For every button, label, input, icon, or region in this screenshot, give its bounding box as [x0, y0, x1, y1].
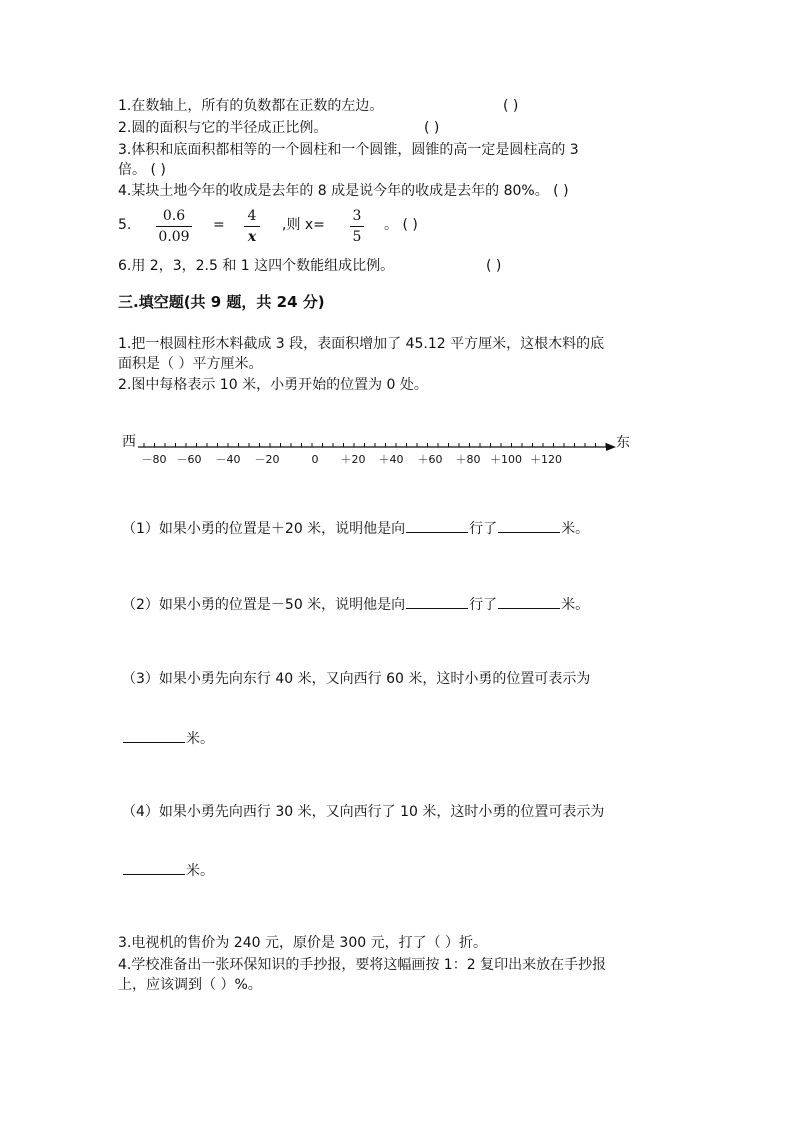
- arrow-right-icon: [606, 443, 616, 451]
- number-line-tick-label: ＋20: [340, 453, 366, 466]
- fill-sub2-mid: 行了: [469, 597, 498, 613]
- judge-q6-answer-paren[interactable]: ( ): [486, 258, 502, 274]
- number-line: [138, 436, 618, 468]
- number-line-tick-label: ＋60: [417, 453, 443, 466]
- judge-q5-fraction-1: [156, 207, 192, 246]
- fill-q4-line2: 上，应该调到（ ）%。: [118, 977, 262, 993]
- fill-sub4-end: 米。: [186, 863, 214, 879]
- number-line-tick-label: －20: [254, 453, 280, 466]
- answer-blank[interactable]: [498, 594, 560, 609]
- fill-q1-line2: 面积是（ ）平方厘米。: [118, 356, 263, 372]
- answer-blank[interactable]: [406, 518, 468, 533]
- fraction-bar: [350, 226, 364, 227]
- fill-q4-line1: 4.学校准备出一张环保知识的手抄报，要将这幅画按 1：2 复印出来放在手抄报: [118, 957, 607, 973]
- fill-sub4-text: （4）如果小勇先向西行 30 米，又向西行了 10 米，这时小勇的位置可表示为: [122, 804, 605, 820]
- number-line-west-label: 西: [122, 434, 136, 450]
- answer-blank[interactable]: [123, 728, 185, 743]
- judge-q5-equals: =: [213, 217, 225, 233]
- fill-q2-text: 2.图中每格表示 10 米，小勇开始的位置为 0 处。: [118, 377, 428, 393]
- fill-sub4-answer: [122, 860, 214, 881]
- fill-sub2-text: （2）如果小勇的位置是－50 米，说明他是向: [122, 597, 406, 613]
- number-line-ticks: [144, 443, 606, 447]
- number-line-tick-labels: [142, 453, 563, 466]
- number-line-tick-label: ＋40: [378, 453, 404, 466]
- number-line-tick-label: ＋120: [530, 453, 562, 466]
- answer-blank[interactable]: [498, 518, 560, 533]
- number-line-tick-label: －80: [141, 453, 167, 466]
- judge-q2-text: 2.圆的面积与它的半径成正比例。: [118, 120, 328, 136]
- fill-sub3-answer: [122, 728, 214, 749]
- fraction-denominator: 0.09: [158, 229, 190, 245]
- number-line-tick-label: －60: [176, 453, 202, 466]
- fraction-denominator: 5: [352, 229, 362, 245]
- judge-q5-label: 5.: [118, 217, 132, 233]
- fraction-bar: [156, 226, 192, 227]
- judge-q6-text: 6.用 2，3，2.5 和 1 这四个数能组成比例。: [118, 258, 395, 274]
- judge-q4-text: 4.某块土地今年的收成是去年的 8 成是说今年的收成是去年的 80%。 ( ): [118, 183, 569, 199]
- judge-q5-then: ,则 x=: [282, 217, 325, 233]
- judge-q3-line1: 3.体积和底面积都相等的一个圆柱和一个圆锥，圆锥的高一定是圆柱高的 3: [118, 142, 579, 158]
- fill-sub3-text: （3）如果小勇先向东行 40 米，又向西行 60 米，这时小勇的位置可表示为: [122, 671, 591, 687]
- judge-q2-answer-paren[interactable]: ( ): [424, 120, 440, 136]
- number-line-tick-label: ＋100: [490, 453, 522, 466]
- section-title: 三.填空题(共 9 题，共 24 分): [118, 293, 325, 311]
- fill-sub2-end: 米。: [561, 597, 590, 613]
- fill-sub1-mid: 行了: [469, 521, 498, 537]
- fill-q3-text: 3.电视机的售价为 240 元，原价是 300 元，打了（ ）折。: [118, 935, 488, 951]
- fill-sub3-end: 米。: [186, 731, 214, 747]
- fill-q1-line1: 1.把一根圆柱形木料截成 3 段，表面积增加了 45.12 平方厘米，这根木料的底: [118, 336, 605, 352]
- number-line-east-label: 东: [616, 435, 630, 451]
- judge-q3-line2: 倍。 ( ): [118, 162, 166, 178]
- fraction-bar: [244, 226, 260, 227]
- judge-q1-text: 1.在数轴上，所有的负数都在正数的左边。: [118, 98, 384, 114]
- judge-q5-fraction-2: [244, 207, 260, 246]
- number-line-tick-label: ＋80: [455, 453, 481, 466]
- fill-sub1-text: （1）如果小勇的位置是＋20 米，说明他是向: [122, 521, 406, 537]
- fill-sub1: [122, 518, 589, 539]
- fraction-denominator: x: [247, 229, 257, 245]
- judge-q1-answer-paren[interactable]: ( ): [503, 98, 519, 114]
- number-line-tick-label: －40: [215, 453, 241, 466]
- fill-sub1-end: 米。: [561, 521, 590, 537]
- answer-blank[interactable]: [123, 860, 185, 875]
- fraction-numerator: 4: [247, 208, 257, 224]
- answer-blank[interactable]: [406, 594, 468, 609]
- fraction-numerator: 3: [352, 208, 362, 224]
- judge-q5-end: 。 ( ): [384, 217, 418, 233]
- number-line-tick-label: 0: [311, 453, 319, 466]
- fill-sub2: [122, 594, 589, 615]
- judge-q5-fraction-3: [350, 207, 364, 246]
- fraction-numerator: 0.6: [162, 208, 186, 224]
